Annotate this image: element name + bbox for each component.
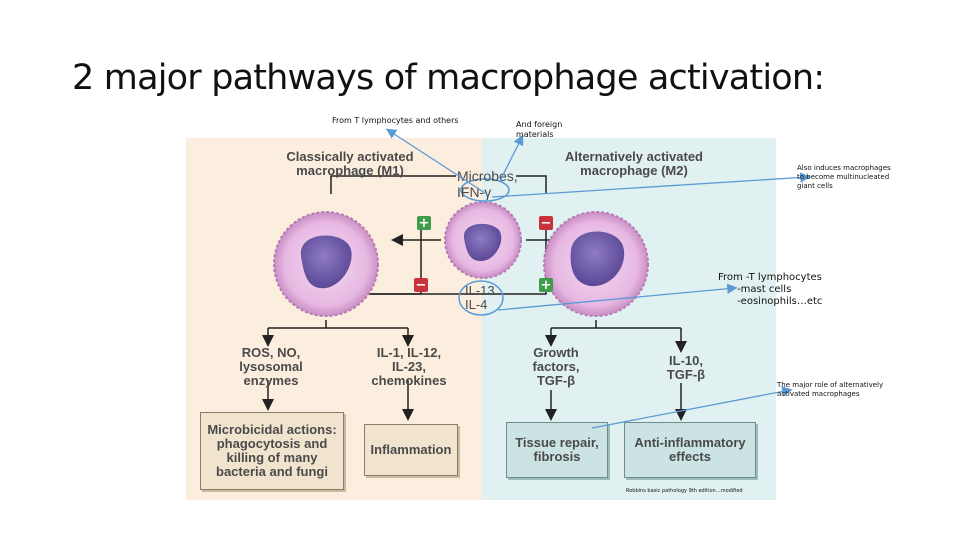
- m1-effect-microbicidal: Microbicidal actions: phagocytosis and killing of many bacteria and fungi: [200, 412, 344, 490]
- stimulus-il13-il4: IL-13 IL-4: [465, 283, 495, 312]
- annotation-giant-cells: Also induces macrophages to become multinucleated giant cells: [797, 164, 891, 190]
- m2-effect-anti-inflammatory: Anti-inflammatory effects: [624, 422, 756, 478]
- arrow-to-giant-cells: [492, 177, 808, 197]
- m2-product-il10: IL-10, TGF-β: [666, 353, 706, 382]
- svg-text:+: +: [540, 278, 552, 293]
- arrow-to-t-lymphocytes: [388, 130, 485, 193]
- annotation-t-lymphocytes: From T lymphocytes and others: [332, 116, 459, 125]
- annotation-sources: From -T lymphocytes -mast cells -eosinophils…etc: [718, 272, 823, 307]
- annotation-major-role: The major role of alternatively activated macrophages: [777, 381, 884, 398]
- m2-product-growth: Growth factors, TGF-β: [532, 345, 580, 388]
- svg-text:−: −: [540, 216, 552, 231]
- m1-effect-inflammation: Inflammation: [364, 424, 458, 476]
- m1-product-ros: ROS, NO, lysosomal enzymes: [239, 345, 303, 388]
- arrow-to-foreign-materials: [500, 137, 522, 181]
- stimulus-microbes-ifn: Microbes, IFN-γ: [457, 168, 518, 200]
- m2-effect-tissue-repair: Tissue repair, fibrosis: [506, 422, 608, 478]
- citation: Robbins basic pathology 9th edition…modified: [626, 488, 743, 494]
- svg-text:−: −: [415, 278, 427, 293]
- page-title: 2 major pathways of macrophage activation:: [72, 58, 825, 98]
- annotation-foreign-materials: And foreign materials: [516, 120, 563, 139]
- m1-product-cytokines: IL-1, IL-12, IL-23, chemokines: [371, 345, 447, 388]
- arrow-to-major-role: [592, 390, 790, 428]
- m1-title: Classically activated macrophage (M1): [286, 149, 414, 178]
- m2-title: Alternatively activated macrophage (M2): [564, 149, 703, 178]
- arrow-to-sources: [498, 288, 735, 310]
- svg-text:+: +: [418, 216, 430, 231]
